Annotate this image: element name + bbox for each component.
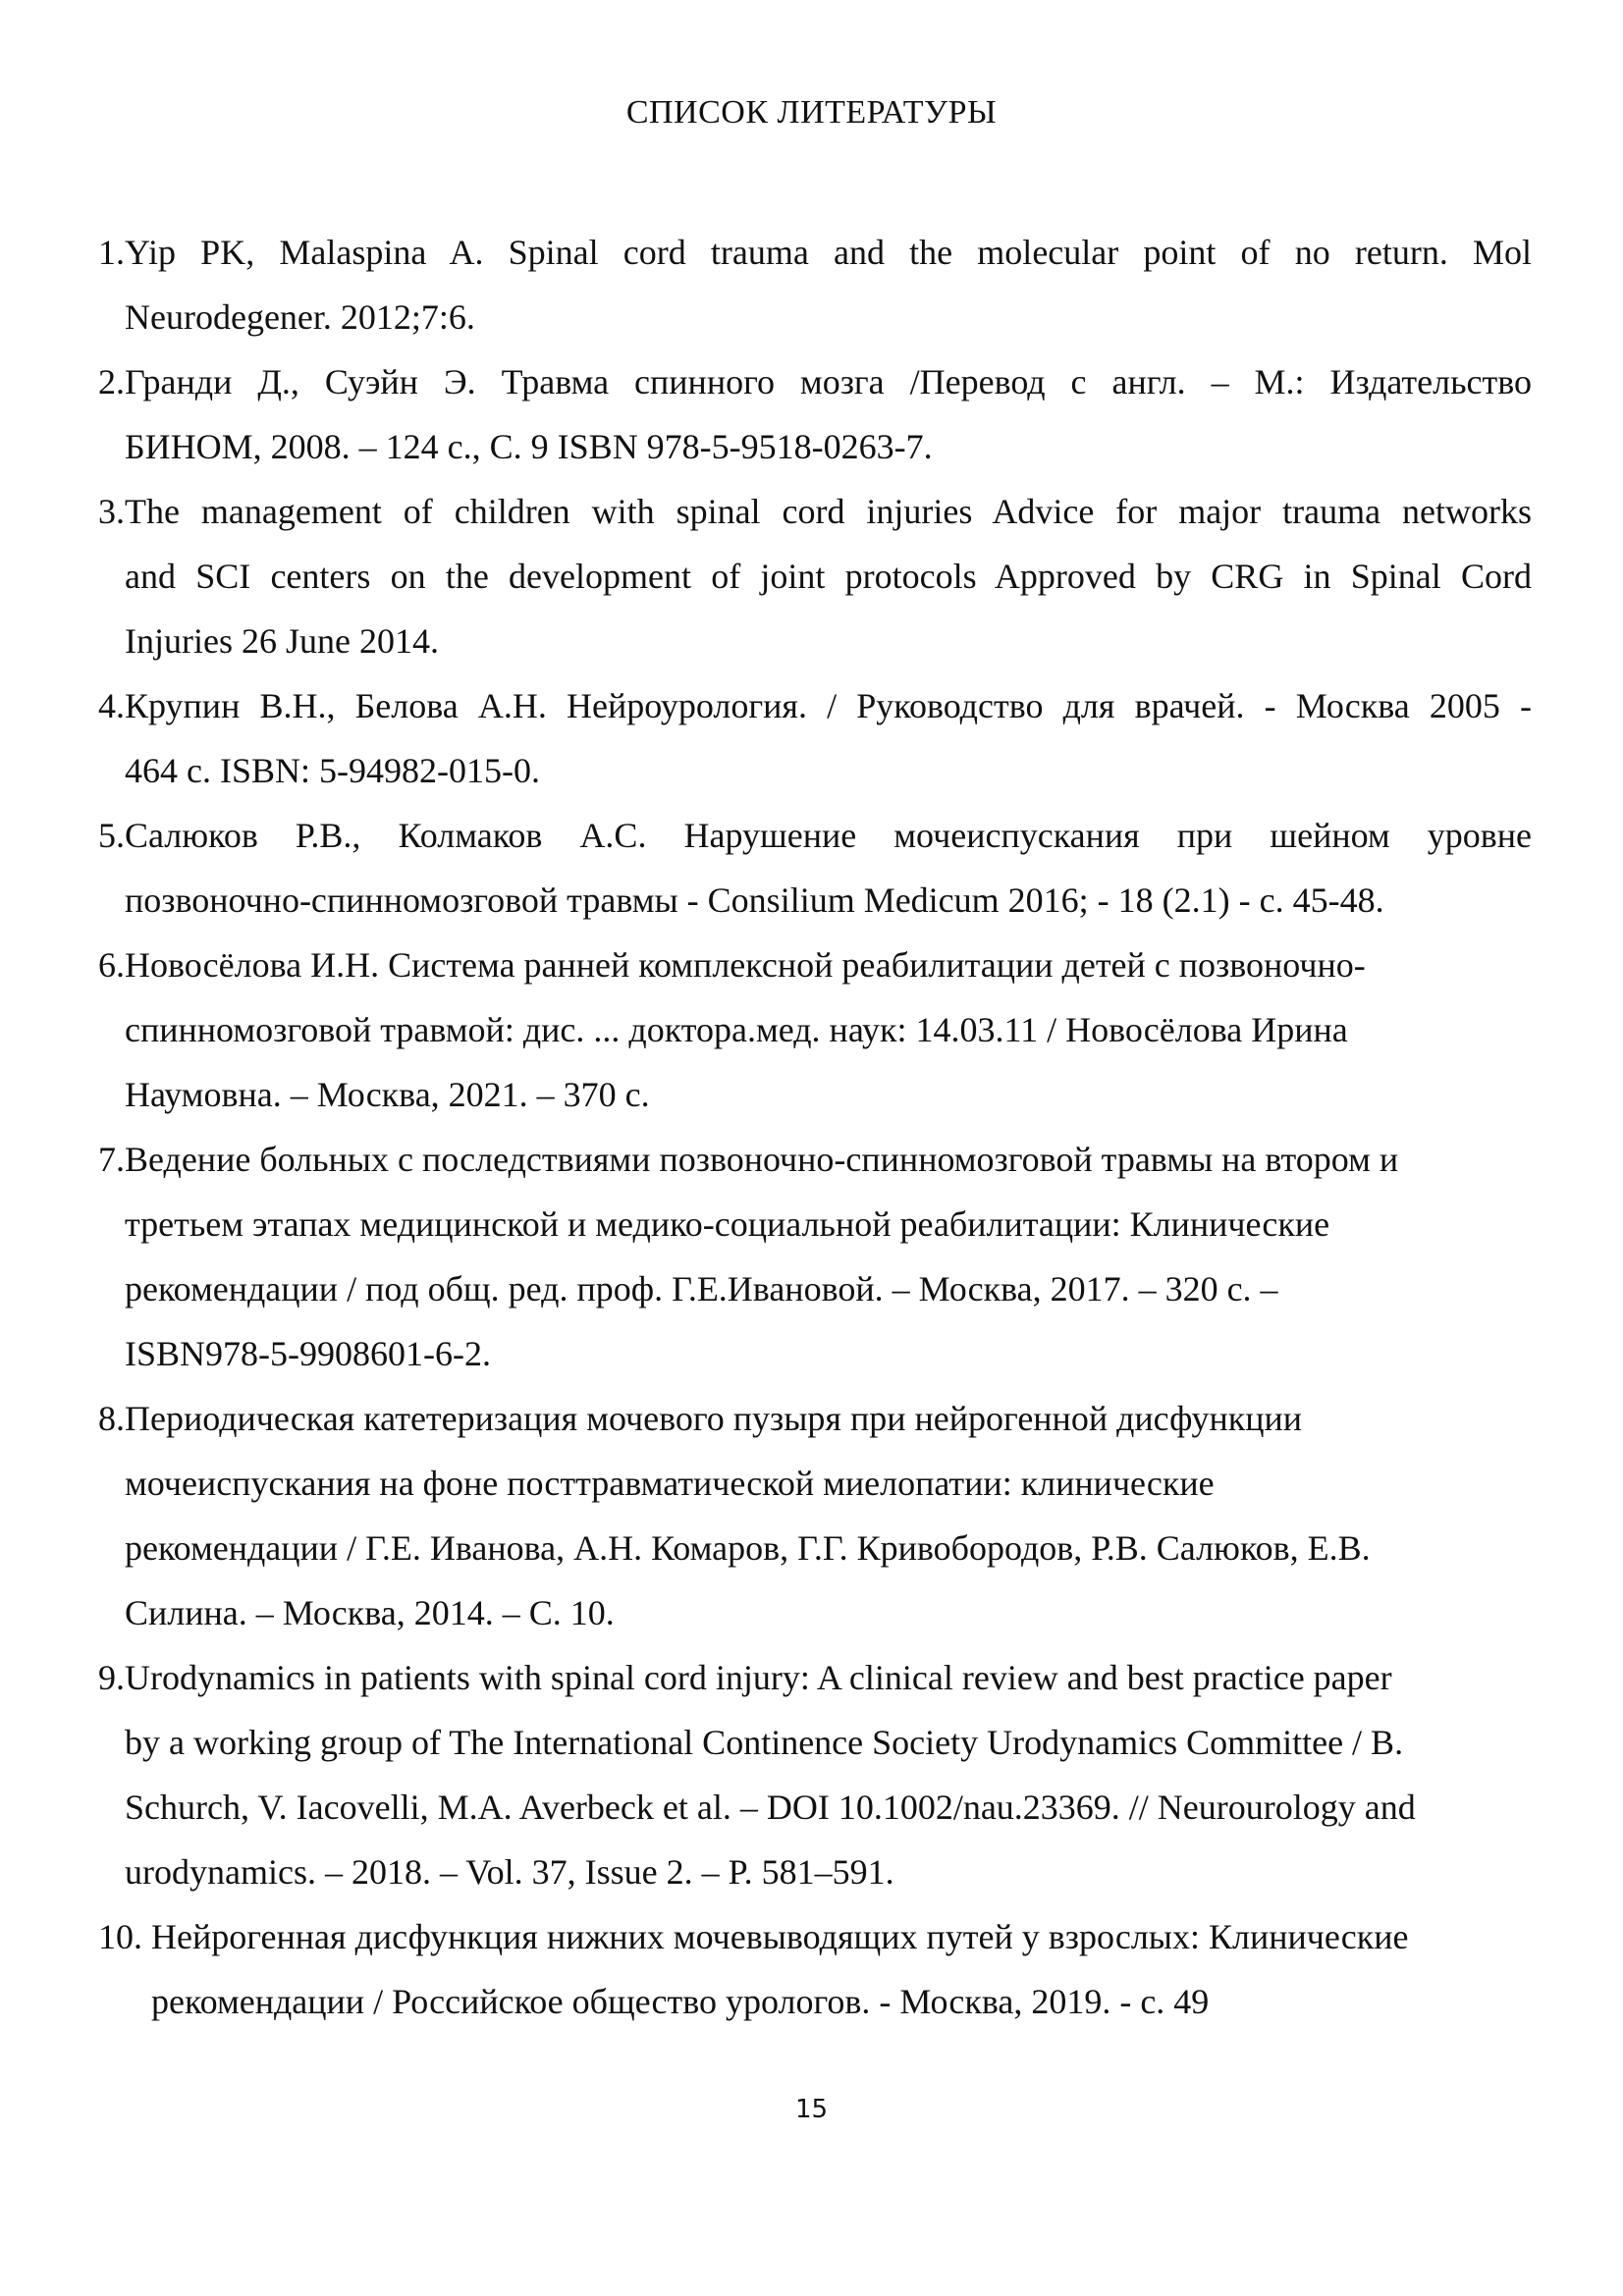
reference-text <box>125 803 1532 933</box>
reference-number: 5. <box>98 816 125 855</box>
reference-line: позвоночно-спинномозговой травмы - Consilium Medicum 2016; - 18 (2.1) - с. 45-48. <box>125 881 1384 920</box>
reference-number: 3. <box>98 492 125 531</box>
reference-line: Крупин В.Н., Белова А.Н. Нейроурология. / Руководство для врачей. - Москва 2005 - <box>125 686 1532 725</box>
reference-text <box>125 673 1532 803</box>
reference-line: Нейрогенная дисфункция нижних мочевыводящих путей у взрослых: Клинические <box>151 1917 1409 1956</box>
reference-item <box>98 933 1532 1127</box>
reference-line: Гранди Д., Суэйн Э. Травма спинного мозга /Перевод с англ. – М.: Издательство <box>125 362 1532 401</box>
reference-line: Urodynamics in patients with spinal cord injury: A clinical review and best practice paper <box>125 1658 1392 1697</box>
reference-item <box>98 349 1532 479</box>
reference-line: and SCI centers on the development of joint protocols Approved by CRG in Spinal Cord <box>125 557 1532 596</box>
reference-line: Ведение больных с последствиями позвоночно-спинномозговой травмы на втором и <box>125 1140 1399 1179</box>
reference-line: by a working group of The International Continence Society Urodynamics Committee / B. <box>125 1723 1404 1762</box>
reference-line: Салюков Р.В., Колмаков А.С. Нарушение мочеиспускания при шейном уровне <box>125 816 1532 855</box>
reference-line: Injuries 26 June 2014. <box>125 621 439 661</box>
reference-number: 6. <box>98 945 125 985</box>
reference-line: ISBN978-5-9908601-6-2. <box>125 1334 491 1373</box>
reference-text <box>125 349 1532 479</box>
reference-line: Schurch, V. Iacovelli, M.A. Averbeck et al. – DOI 10.1002/nau.23369. // Neurourology and <box>125 1788 1416 1827</box>
reference-number: 4. <box>98 686 125 725</box>
reference-line: Yip PK, Malaspina A. Spinal cord trauma and the molecular point of no return. Mol <box>125 233 1532 272</box>
reference-item <box>98 1386 1532 1645</box>
reference-item <box>98 1645 1532 1904</box>
reference-line: рекомендации / Российское общество урологов. - Москва, 2019. - с. 49 <box>151 1982 1210 2021</box>
reference-line: The management of children with spinal cord injuries Advice for major trauma networks <box>125 492 1532 531</box>
reference-number: 8. <box>98 1399 125 1438</box>
reference-text <box>125 933 1532 1127</box>
reference-text <box>125 1127 1532 1386</box>
reference-text <box>125 479 1532 673</box>
reference-item <box>98 673 1532 803</box>
reference-number: 10. <box>98 1917 151 1956</box>
reference-line: urodynamics. – 2018. – Vol. 37, Issue 2. – P. 581–591. <box>125 1852 894 1892</box>
reference-item <box>98 1904 1532 2034</box>
reference-line: Периодическая катетеризация мочевого пузыря при нейрогенной дисфункции <box>125 1399 1303 1438</box>
reference-text <box>125 220 1532 349</box>
page-title: СПИСОК ЛИТЕРАТУРЫ <box>625 94 998 131</box>
reference-line: мочеиспускания на фоне посттравматической миелопатии: клинические <box>125 1464 1215 1503</box>
reference-text <box>125 1645 1532 1904</box>
reference-line: спинномозговой травмой: дис. ... доктора.мед. наук: 14.03.11 / Новосёлова Ирина <box>125 1010 1348 1049</box>
reference-line: третьем этапах медицинской и медико-социальной реабилитации: Клинические <box>125 1204 1330 1244</box>
reference-line: Силина. – Москва, 2014. – С. 10. <box>125 1593 615 1632</box>
reference-list <box>98 220 1532 2034</box>
page-number: 15 <box>794 2095 829 2124</box>
reference-number: 9. <box>98 1658 125 1697</box>
reference-line: Neurodegener. 2012;7:6. <box>125 297 475 337</box>
reference-item <box>98 220 1532 349</box>
reference-item <box>98 479 1532 673</box>
reference-item <box>98 1127 1532 1386</box>
reference-text <box>151 1904 1532 2034</box>
reference-number: 7. <box>98 1140 125 1179</box>
reference-line: рекомендации / Г.Е. Иванова, А.Н. Комаров, Г.Г. Кривобородов, Р.В. Салюков, Е.В. <box>125 1528 1371 1568</box>
reference-line: рекомендации / под общ. ред. проф. Г.Е.Ивановой. – Москва, 2017. – 320 с. – <box>125 1269 1278 1308</box>
reference-item <box>98 803 1532 933</box>
reference-line: 464 с. ISBN: 5-94982-015-0. <box>125 751 540 790</box>
reference-number: 1. <box>98 233 125 272</box>
reference-line: Наумовна. – Москва, 2021. – 370 с. <box>125 1075 650 1114</box>
reference-line: Новосёлова И.Н. Система ранней комплексной реабилитации детей с позвоночно- <box>125 945 1366 985</box>
reference-line: БИНОМ, 2008. – 124 с., С. 9 ISBN 978-5-9518-0263-7. <box>125 427 933 466</box>
reference-number: 2. <box>98 362 125 401</box>
reference-text <box>125 1386 1532 1645</box>
